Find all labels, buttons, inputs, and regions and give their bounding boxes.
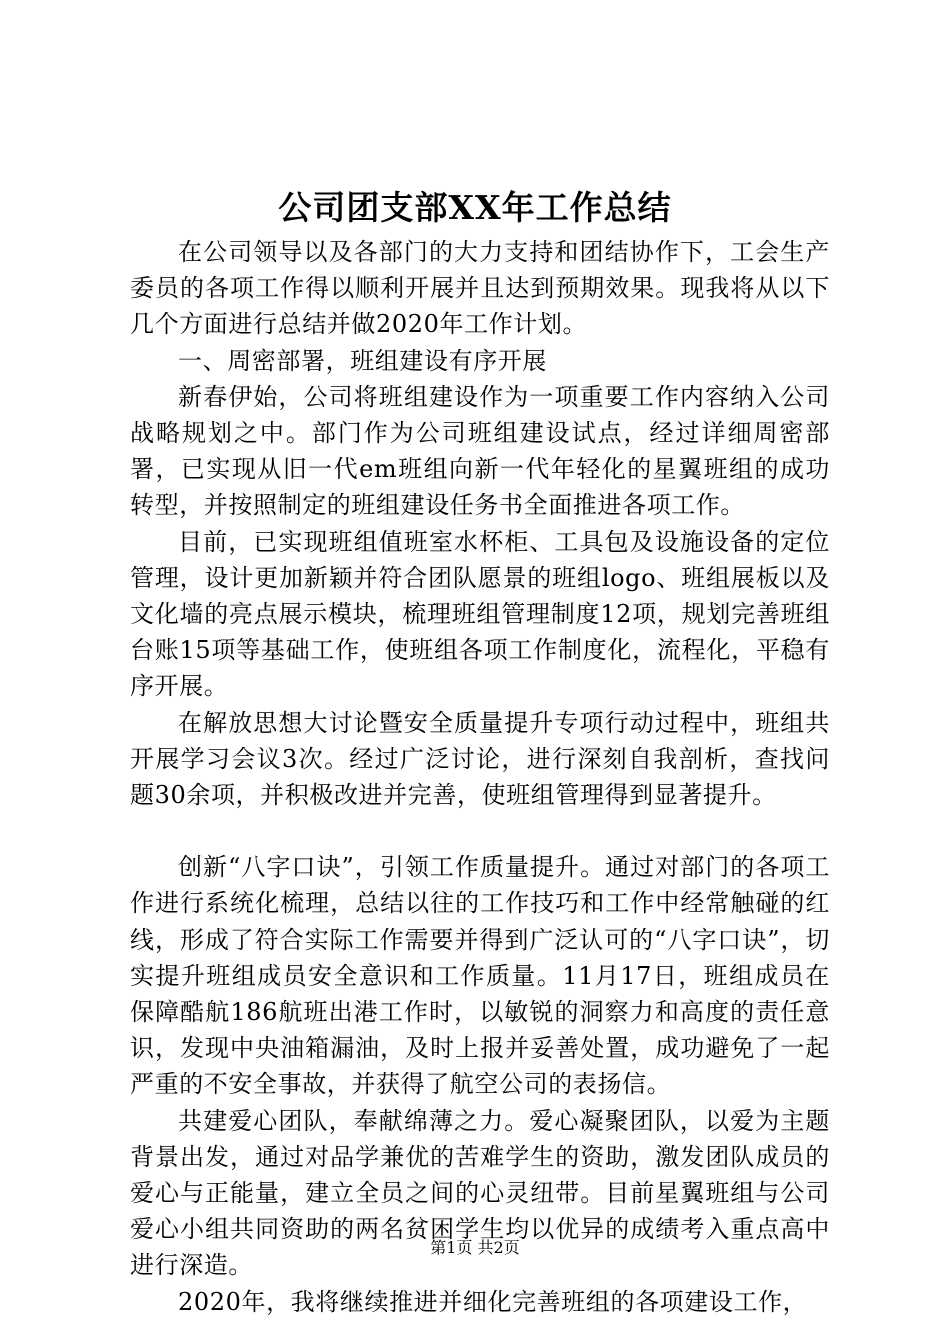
section-heading-1: 一、周密部署，班组建设有序开展 [178,346,547,375]
document-body [130,234,830,1320]
document-title: 公司团支部XX年工作总结 [278,188,672,227]
page-number-footer: 第1页 共2页 [430,1238,520,1257]
paragraph-innovation: 创新“八字口诀”，引领工作质量提升。通过对部门的各项工作进行系统化梳理，总结以往的工作技巧和工作中经常触碰的红线，形成了符合实际工作需要并得到广泛认可的“八字口诀”，切实提升班组成员安全意识和工作质量。11月17日，班组成员在保障酷航186航班出港工作时，以敏锐的洞察力和高度的责任意识，发现中央油箱漏油，及时上报并妥善处置，成功避免了一起严重的不安全事故，并获得了航空公司的表扬信。 [130,853,830,1099]
paragraph-plan: 2020年，我将继续推进并细化完善班组的各项建设工作， [178,1287,808,1316]
paragraph-discussion: 在解放思想大讨论暨安全质量提升专项行动过程中，班组共开展学习会议3次。经过广泛讨论，进行深刻自我剖析，查找问题30余项，并积极改进并完善，使班组管理得到显著提升。 [130,708,830,810]
paragraph-team-building: 新春伊始，公司将班组建设作为一项重要工作内容纳入公司战略规划之中。部门作为公司班组建设试点，经过详细周密部署，已实现从旧一代em班组向新一代年轻化的星翼班组的成功转型，并按照制定的班组建设任务书全面推进各项工作。 [130,382,830,520]
paragraph-spacer [130,813,830,849]
paragraph-intro: 在公司领导以及各部门的大力支持和团结协作下，工会生产委员的各项工作得以顺利开展并且达到预期效果。现我将从以下几个方面进行总结并做2020年工作计划。 [130,238,830,339]
paragraph-charity: 共建爱心团队，奉献绵薄之力。爱心凝聚团队，以爱为主题背景出发，通过对品学兼优的苦难学生的资助，激发团队成员的爱心与正能量，建立全员之间的心灵纽带。目前星翼班组与公司爱心小组共同资助的两名贫困学生均以优异的成绩考入重点高中进行深造。 [130,1106,830,1280]
paragraph-current-progress: 目前，已实现班组值班室水杯柜、工具包及设施设备的定位管理，设计更加新颖并符合团队愿景的班组logo、班组展板以及文化墙的亮点展示模块，梳理班组管理制度12项，规划完善班组台账15项等基础工作，使班组各项工作制度化，流程化，平稳有序开展。 [130,527,830,701]
